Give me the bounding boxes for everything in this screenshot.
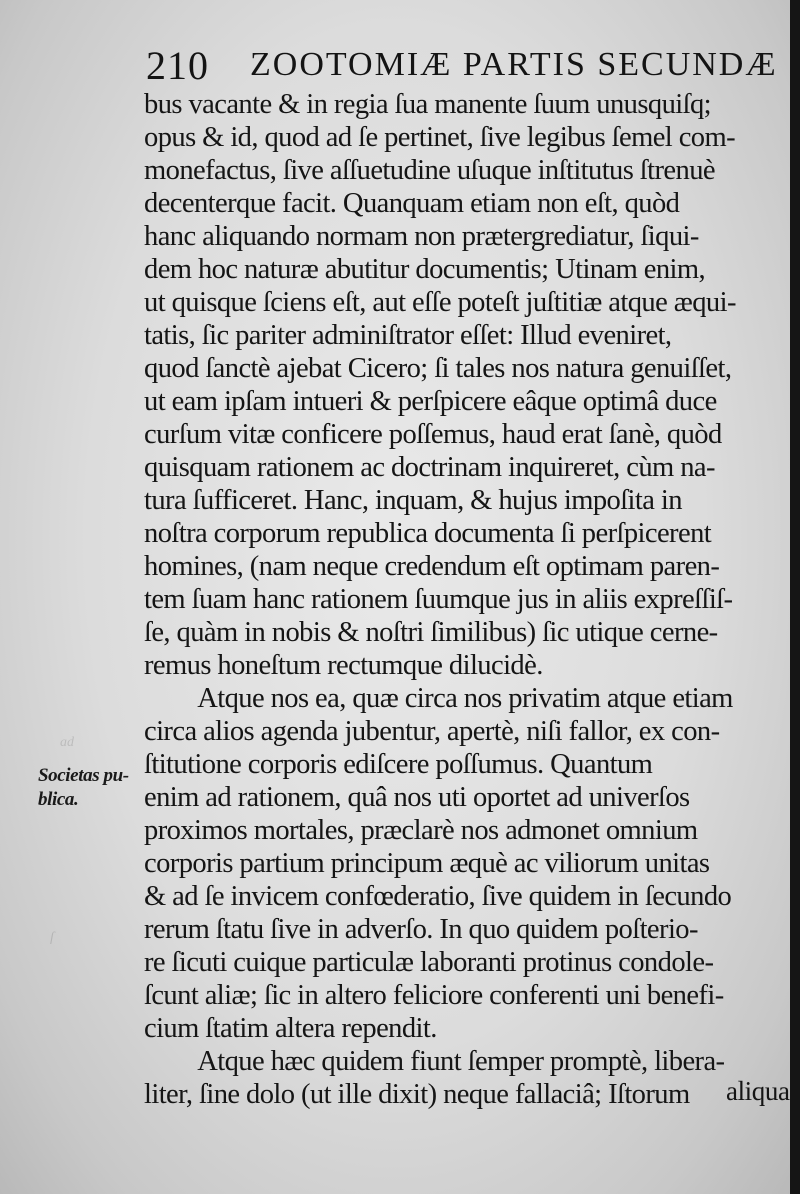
text-line: rerum ſtatu ſive in adverſo. In quo quidem poſterio- [144, 913, 698, 945]
text-line: dem hoc naturæ abutitur documentis; Utinam enim, [144, 253, 706, 285]
text-line: ſe, quàm in nobis & noſtri ſimilibus) ſic utique cerne- [144, 616, 718, 648]
text-line: quisquam rationem ac doctrinam inquireret, cùm na- [144, 451, 715, 483]
text-line: bus vacante & in regia ſua manente ſuum unusquiſq; [144, 88, 712, 120]
text-line: ut quisque ſciens eſt, aut eſſe poteſt juſtitiæ atque æqui- [144, 286, 736, 318]
text-line: monefactus, ſive aſſuetudine uſuque inſtitutus ſtrenuè [144, 154, 715, 186]
paragraph-first-line: Atque hæc quidem fiunt ſemper promptè, libera- [197, 1045, 725, 1077]
running-title: ZOOTOMIÆ PARTIS SECUNDÆ [250, 46, 778, 83]
body-text [144, 88, 790, 1111]
catchword: aliqua [726, 1076, 790, 1106]
book-spine-edge [790, 0, 800, 1194]
text-line: hanc aliquando normam non prætergrediatur, ſiqui- [144, 220, 699, 252]
text-line: re ſicuti cuique particulæ laboranti protinus condole- [144, 946, 714, 978]
text-line: cium ſtatim altera rependit. [144, 1012, 437, 1044]
text-line: liter, ſine dolo (ut ille dixit) neque fallaciâ; Iſtorum [144, 1078, 690, 1110]
page-number: 210 [146, 43, 209, 88]
text-line: enim ad rationem, quâ nos uti oportet ad univerſos [144, 781, 690, 813]
bleed-through-text: ſ [50, 930, 54, 945]
text-line: homines, (nam neque credendum eſt optimam paren- [144, 550, 720, 582]
text-line: ſcunt aliæ; ſic in altero feliciore conferenti uni benefi- [144, 979, 724, 1011]
marginal-note-line: blica. [38, 789, 79, 810]
text-line: opus & id, quod ad ſe pertinet, ſive legibus ſemel com- [144, 121, 736, 153]
text-line: remus honeſtum rectumque dilucidè. [144, 649, 543, 681]
text-line: corporis partium principum æquè ac viliorum unitas [144, 847, 710, 879]
text-line: tura ſufficeret. Hanc, inquam, & hujus impoſita in [144, 484, 682, 516]
text-line: tatis, ſic pariter adminiſtrator eſſet: Illud eveniret, [144, 319, 672, 351]
text-line: tem ſuam hanc rationem ſuumque jus in aliis expreſſiſ- [144, 583, 733, 615]
marginal-note-line: Societas pu- [38, 765, 129, 786]
text-line: noſtra corporum republica documenta ſi perſpicerent [144, 517, 712, 549]
paragraph-first-line: Atque nos ea, quæ circa nos privatim atque etiam [197, 682, 733, 714]
text-line: & ad ſe invicem confœderatio, ſive quidem in ſecundo [144, 880, 732, 912]
marginal-note [38, 764, 129, 812]
text-line: decenterque facit. Quanquam etiam non eſt, quòd [144, 187, 680, 219]
page-header [146, 42, 778, 92]
text-line: ſtitutione corporis ediſcere poſſumus. Quantum [144, 748, 653, 780]
text-line: proximos mortales, præclarè nos admonet omnium [144, 814, 698, 846]
text-line: circa alios agenda jubentur, apertè, niſi fallor, ex con- [144, 715, 720, 747]
bleed-through-text: ad [60, 735, 74, 750]
text-line: curſum vitæ conficere poſſemus, haud erat ſanè, quòd [144, 418, 722, 450]
text-line: quod ſanctè ajebat Cicero; ſi tales nos natura genuiſſet, [144, 352, 732, 384]
text-line: ut eam ipſam intueri & perſpicere eâque optimâ duce [144, 385, 717, 417]
